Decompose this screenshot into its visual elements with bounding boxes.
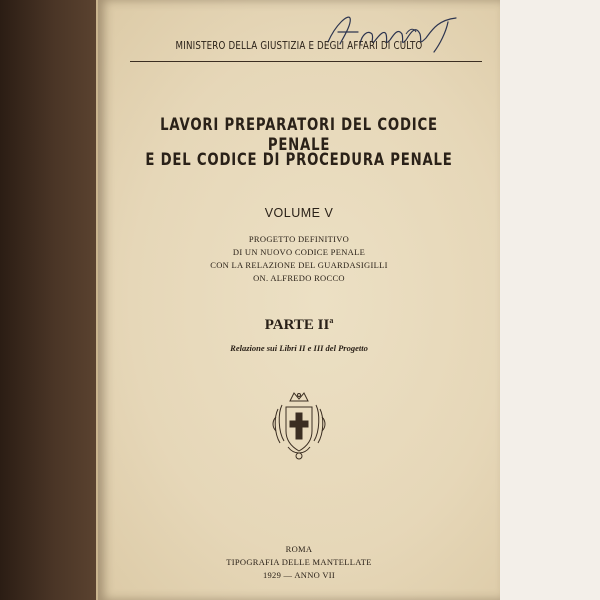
part-subtitle: Relazione sui Libri II e III del Progetto — [230, 343, 368, 353]
project-line-1: PROGETTO DEFINITIVO — [248, 234, 350, 244]
handwritten-signature — [288, 4, 488, 64]
volume-label: VOLUME V — [264, 206, 334, 220]
title-page — [98, 0, 500, 600]
publisher-city: ROMA — [285, 544, 313, 554]
project-line-2: DI UN NUOVO CODICE PENALE — [232, 247, 366, 257]
ministry-heading: MINISTERO DELLA GIUSTIZIA E DEGLI AFFARI DI CULTO — [175, 40, 423, 52]
publication-date: 1929 — ANNO VII — [262, 570, 336, 580]
publisher-press: TIPOGRAFIA DELLE MANTELLATE — [226, 557, 372, 567]
coat-of-arms-icon — [268, 387, 330, 461]
project-line-4: ON. ALFREDO ROCCO — [253, 273, 345, 283]
part-superscript: a — [329, 316, 334, 325]
header-rule — [130, 61, 482, 62]
part-label: PARTE II — [264, 317, 330, 333]
book-spine — [0, 0, 98, 600]
project-line-3: CON LA RELAZIONE DEL GUARDASIGILLI — [210, 260, 388, 270]
background — [500, 0, 600, 600]
part-heading — [98, 316, 500, 334]
title-line-1: LAVORI PREPARATORI DEL CODICE PENALE — [160, 115, 438, 155]
title-line-2: E DEL CODICE DI PROCEDURA PENALE — [145, 150, 453, 170]
